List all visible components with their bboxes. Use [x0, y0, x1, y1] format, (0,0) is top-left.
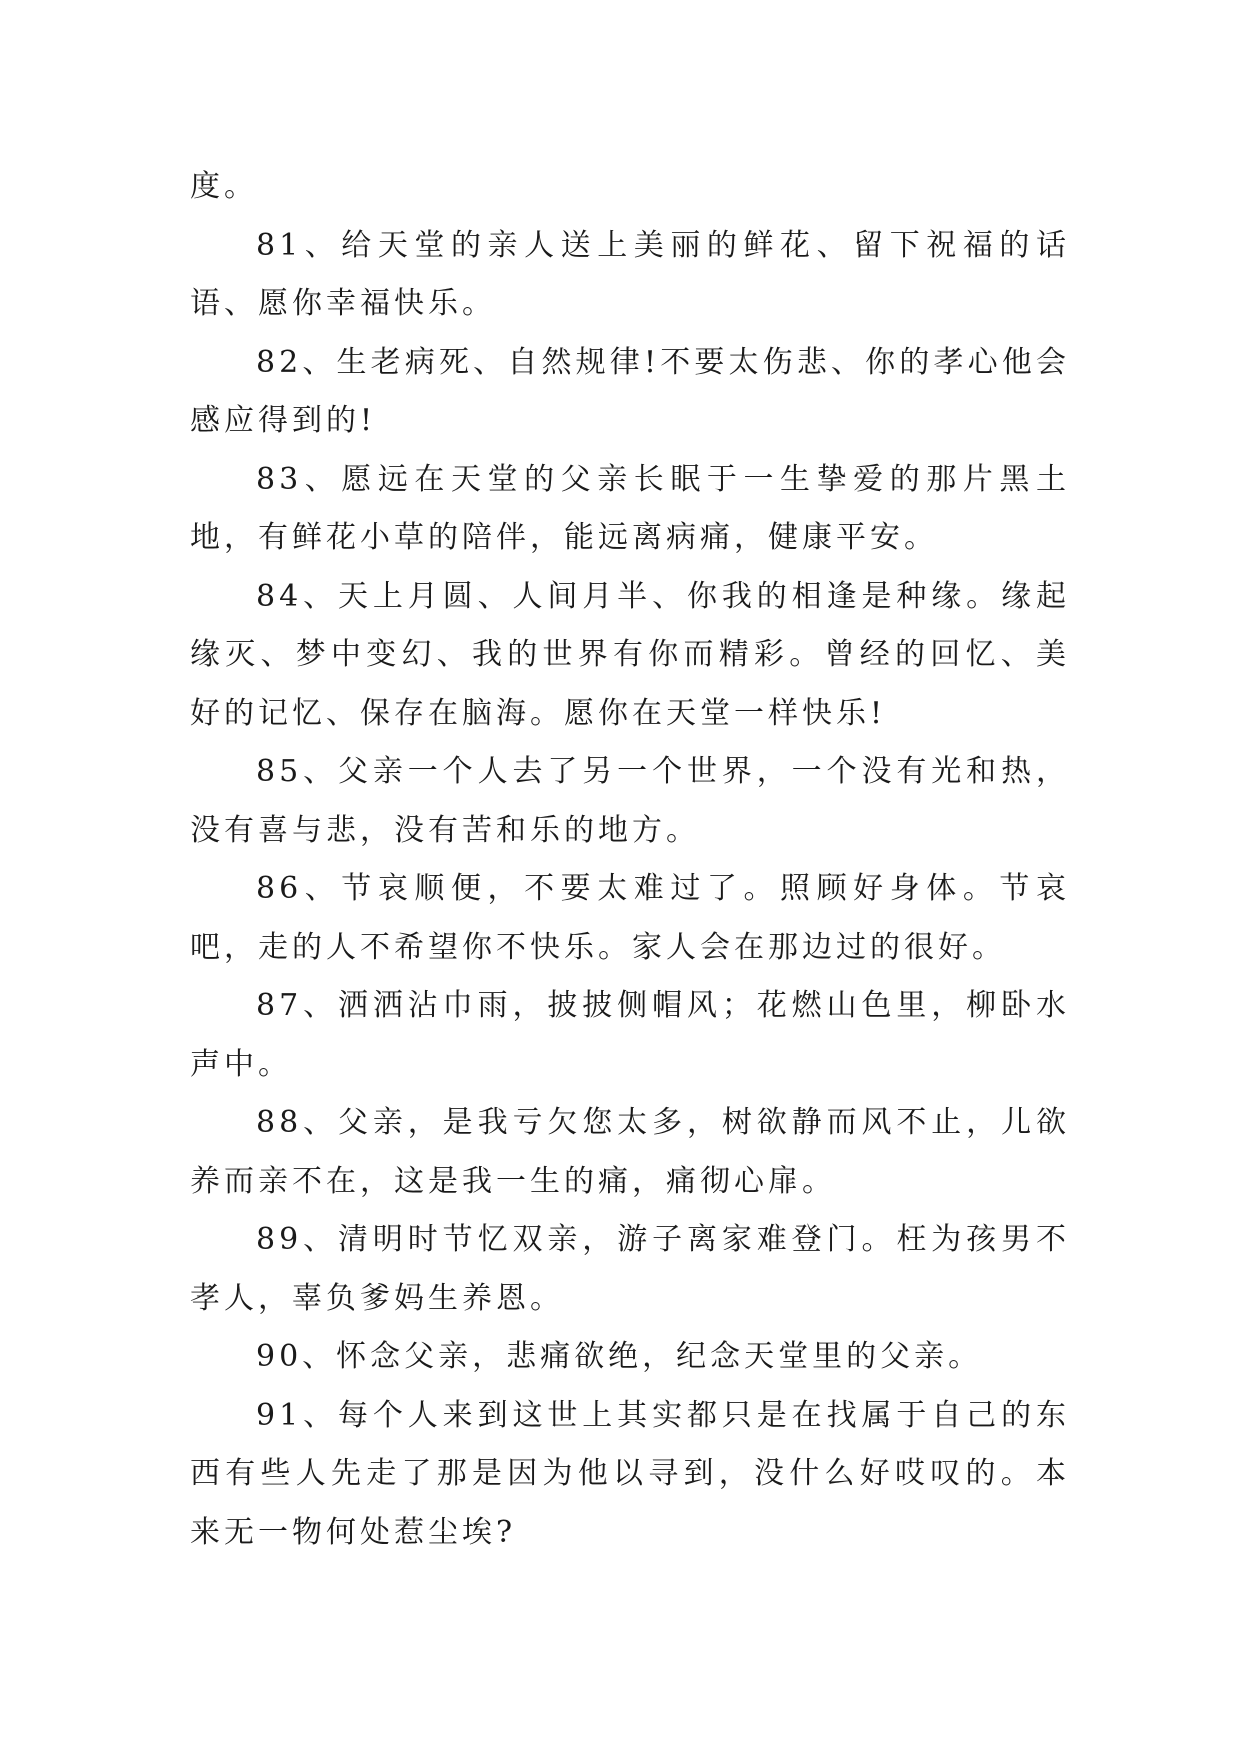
paragraph-87: 87、洒洒沾巾雨，披披侧帽风；花燃山色里，柳卧水声中。: [190, 988, 1070, 1082]
paragraph-82: 82、生老病死、自然规律!不要太伤悲、你的孝心他会感应得到的!: [190, 344, 1070, 438]
paragraph-81: 81、给天堂的亲人送上美丽的鲜花、留下祝福的话语、愿你幸福快乐。: [190, 227, 1070, 321]
paragraph-89: 89、清明时节忆双亲，游子离家难登门。枉为孩男不孝人，辜负爹妈生养恩。: [190, 1222, 1070, 1316]
paragraph-84: 84、天上月圆、人间月半、你我的相逢是种缘。缘起缘灭、梦中变幻、我的世界有你而精彩。曾经的回忆、美好的记忆、保存在脑海。愿你在天堂一样快乐!: [190, 578, 1070, 731]
paragraph-83: 83、愿远在天堂的父亲长眠于一生挚爱的那片黑土地，有鲜花小草的陪伴，能远离病痛，健康平安。: [190, 461, 1070, 555]
paragraph-90: 90、怀念父亲，悲痛欲绝，纪念天堂里的父亲。: [256, 1339, 983, 1374]
paragraph-86: 86、节哀顺便，不要太难过了。照顾好身体。节哀吧，走的人不希望你不快乐。家人会在那边过的很好。: [190, 871, 1070, 965]
document-body: [190, 158, 1070, 1562]
paragraph-88: 88、父亲，是我亏欠您太多，树欲静而风不止，儿欲养而亲不在，这是我一生的痛，痛彻心扉。: [190, 1105, 1070, 1199]
paragraph-85: 85、父亲一个人去了另一个世界，一个没有光和热，没有喜与悲，没有苦和乐的地方。: [190, 754, 1070, 848]
paragraph-continuation: 度。: [190, 169, 258, 204]
paragraph-91: 91、每个人来到这世上其实都只是在找属于自己的东西有些人先走了那是因为他以寻到，没什么好哎叹的。本来无一物何处惹尘埃?: [190, 1397, 1070, 1550]
